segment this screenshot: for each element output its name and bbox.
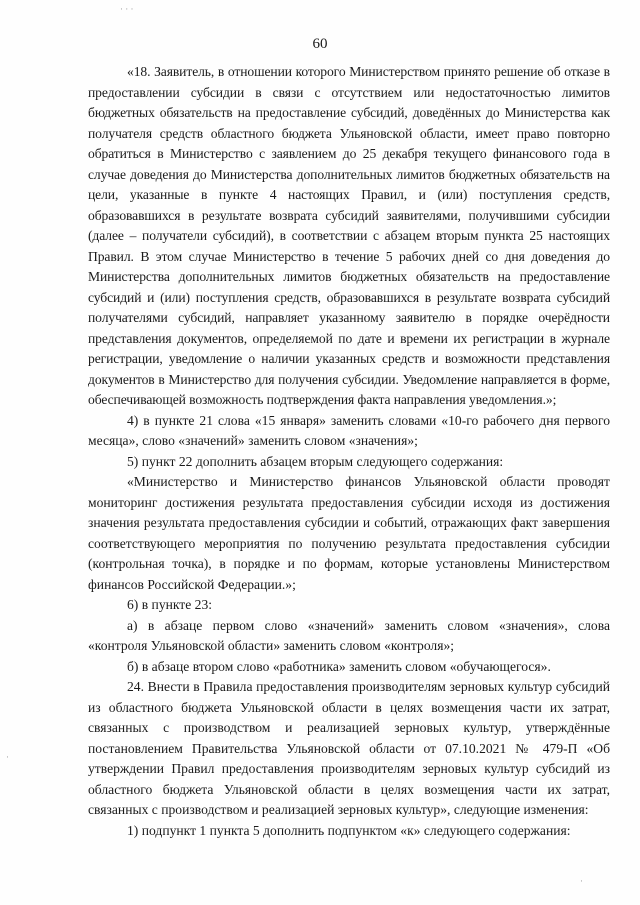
- document-body: [88, 62, 610, 841]
- paragraph-subitem-b: б) в абзаце втором слово «работника» заменить словом «обучающегося».: [127, 658, 551, 674]
- scan-artifact-left: ·: [6, 752, 9, 762]
- scan-artifact-top: · · ·: [120, 4, 134, 14]
- paragraph-amendment-6: 6) в пункте 23:: [127, 597, 213, 612]
- paragraph-item-24: 24. Внести в Правила предоставления производителям зерновых культур субсидий из областного бюджета Ульяновской области в целях возмещения части их затрат, связанных с производством и реализацией зерновых культур, утверждённые постановлением Правительства Ульяновской области от 07.10.2021 № 479-П «Об утверждении Правил предоставления производителям зерновых культур субсидий из областного бюджета Ульяновской области в целях возмещения части их затрат, связанных с производством и реализацией зерновых культур», следующие изменения:: [88, 679, 610, 817]
- paragraph-amendment-1: 1) подпункт 1 пункта 5 дополнить подпунктом «к» следующего содержания:: [127, 822, 571, 838]
- paragraph-amendment-5: 5) пункт 22 дополнить абзацем вторым следующего содержания:: [127, 453, 504, 469]
- paragraph-item-18: «18. Заявитель, в отношении которого Министерством принято решение об отказе в предоставлении субсидии в связи с отсутствием или недостаточностью лимитов бюджетных обязательств на предоставление субсидий, доведённых до Министерства как получателя средств областного бюджета Ульяновской области, имеет право повторно обратиться в Министерство с заявлением до 25 декабря текущего финансового года в случае доведения до Министерства дополнительных лимитов бюджетных обязательств на цели, указанные в пункте 4 настоящих Правил, и (или) поступления средств, образовавшихся в результате возврата субсидий заявителями, получившими субсидии (далее – получатели субсидий), в соответствии с абзацем вторым пункта 25 настоящих Правил. В этом случае Министерство в течение 5 рабочих дней со дня доведения до Министерства дополнительных лимитов бюджетных обязательств на предоставление субсидий и (или) поступления средств, образовавшихся в результате возврата субсидий получателями субсидий, направляет указанному заявителю в порядке очерёдности представления документов, определяемой по дате и времени их регистрации в журнале регистрации, уведомление о наличии указанных средств и возможности представления документов в Министерство для получения субсидии. Уведомление направляется в форме, обеспечивающей возможность подтверждения факта направления уведомления.»;: [88, 64, 610, 407]
- page-number: 60: [312, 36, 328, 52]
- paragraph-monitoring-quote: «Министерство и Министерство финансов Ульяновской области проводят мониторинг достижения результата предоставления субсидии исходя из достижения значения результата предоставления субсидии и событий, отражающих факт завершения соответствующего мероприятия по получению результата предоставления субсидии (контрольная точка), в порядке и по формам, которые установлены Министерством финансов Российской Федерации.»;: [88, 474, 610, 592]
- scan-artifact-bottom: ·: [580, 876, 583, 886]
- paragraph-subitem-a: а) в абзаце первом слово «значений» заменить словом «значения», слова «контроля Ульяновской области» заменить словом «контроля»;: [88, 617, 610, 653]
- paragraph-amendment-4: 4) в пункте 21 слова «15 января» заменить словами «10-го рабочего дня первого месяца», слово «значений» заменить словом «значения»;: [88, 412, 610, 448]
